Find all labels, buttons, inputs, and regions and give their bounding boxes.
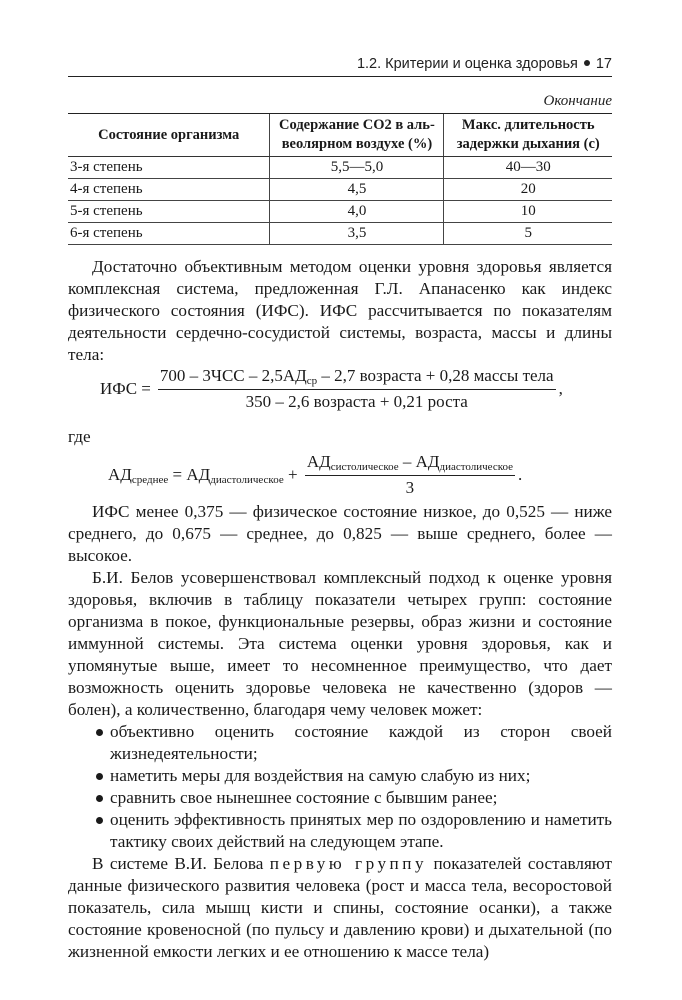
ad-fraction: $\frac{АД_{систолическое} - АД_{диастолическое}}{3}$ — [306, 452, 514, 497]
table-caption: Окончание — [543, 93, 612, 109]
bullet-list — [68, 721, 612, 853]
cell-breath-hold: 5 — [444, 223, 612, 245]
formula-ifs: ИФС = $\frac{700 - 3ЧСС - 2,5АД_{ср} - 2,7 возраста + 0,28 массы тела}{\text{350 – 2,6 возраста + 0,21 роста}}$ , — [100, 366, 563, 411]
table-row — [68, 223, 612, 245]
list-item: оценить эффективность принятых мер по оздоровлению и наметить тактику своих действий на следующем этапе. — [68, 809, 612, 853]
running-head — [68, 54, 612, 77]
cell-co2: 5,5—5,0 — [270, 157, 444, 179]
cell-state: 6-я степень — [68, 223, 270, 245]
cell-state: 3-я степень — [68, 157, 270, 179]
emphasis-spaced: первую группу — [269, 854, 428, 873]
cell-co2: 4,5 — [270, 179, 444, 201]
cell-breath-hold: 40—30 — [444, 157, 612, 179]
paragraph-where: где — [68, 427, 91, 446]
cell-state: 4-я степень — [68, 179, 270, 201]
table-row — [68, 157, 612, 179]
ifs-fraction: $\frac{700 - 3ЧСС - 2,5АД_{ср} - 2,7 возраста + 0,28 массы тела}{\text{350 – 2,6 возраста + 0,21 роста}}$ — [159, 366, 554, 411]
table-header-row — [68, 114, 612, 157]
paragraph-belov-groups: В системе В.И. Белова первую группу показателей составляют данные физического развития человека (рост и масса тела, весоростовой показатель, сила мышц кисти и спины, состояние осанки), а также состояние кровеносной (по пульсу и давлению крови) и дыхательной (по жизненной емкости легких и ее отношению к массе тела) — [68, 854, 612, 961]
paragraph-ifs-intro: Достаточно объективным методом оценки уровня здоровья является комплексная система, предложенная Г.Л. Апанасенко как индекс физического состояния (ИФС). ИФС рассчитывается по показателям деятельности сердечно-сосудистой системы, возраста, массы и длины тела: — [68, 257, 612, 364]
cell-breath-hold: 10 — [444, 201, 612, 223]
cell-co2: 3,5 — [270, 223, 444, 245]
list-item: сравнить свое нынешнее состояние с бывшим ранее; — [68, 787, 612, 809]
list-item: наметить меры для воздействия на самую слабую из них; — [68, 765, 612, 787]
table-row — [68, 201, 612, 223]
paragraph-ifs-levels: ИФС менее 0,375 — физическое состояние низкое, до 0,525 — ниже среднего, до 0,675 — среднее, до 0,825 — выше среднего, более — высокое. — [68, 502, 612, 565]
section-title: 1.2. Критерии и оценка здоровья — [356, 56, 578, 72]
cell-breath-hold: 20 — [444, 179, 612, 201]
cell-state: 5-я степень — [68, 201, 270, 223]
bullet-separator-icon — [584, 60, 590, 66]
header-co2: Содержание CO2 в аль- веолярном воздухе (%) — [270, 114, 444, 157]
co2-breath-hold-table — [68, 113, 612, 245]
header-breath-hold: Макс. длительность задержки дыхания (с) — [444, 114, 612, 157]
page-number: 17 — [595, 56, 612, 72]
table-row — [68, 179, 612, 201]
paragraph-belov: Б.И. Белов усовершенствовал комплексный подход к оценке уровня здоровья, включив в таблицу показатели четырех групп: состояние организма в покое, функциональные резервы, образ жизни и состояние иммунной системы. Эта система оценки уровня здоровья, как и упомянутые выше, имеет то несомненное преимущество, что дает возможность оценить здоровье человека не качественно (здоров — болен), а количественно, благодаря чему человек может: объективно оценить состояние каждой из сторон своей жизнедеятельности; наметить меры для воздействия на самую слабую из них; сравнить свое нынешнее состояние с бывшим ранее; оценить эффективность принятых мер по оздоровлению и наметить тактику своих действий на следующем этапе. В системе В.И. Белова первую группу показателей составляют данные физического развития человека (рост и масса тела, весоростовой показатель, сила мышц кисти и спины, состояние осанки), а также состояние кровеносной (по пульсу и давлению крови) и дыхательной (по жизненной емкости легких и ее отношению к массе тела) — [68, 568, 612, 961]
cell-co2: 4,0 — [270, 201, 444, 223]
formula-mean-arterial-pressure: $АД_{среднее}$ = $АД_{диастолическое}$ + $\frac{АД_{систолическое} - АД_{диастолическое}}{3}$ . — [108, 452, 523, 497]
header-state: Состояние организма — [68, 114, 270, 157]
list-item: объективно оценить состояние каждой из сторон своей жизнедеятельности; — [68, 721, 612, 765]
